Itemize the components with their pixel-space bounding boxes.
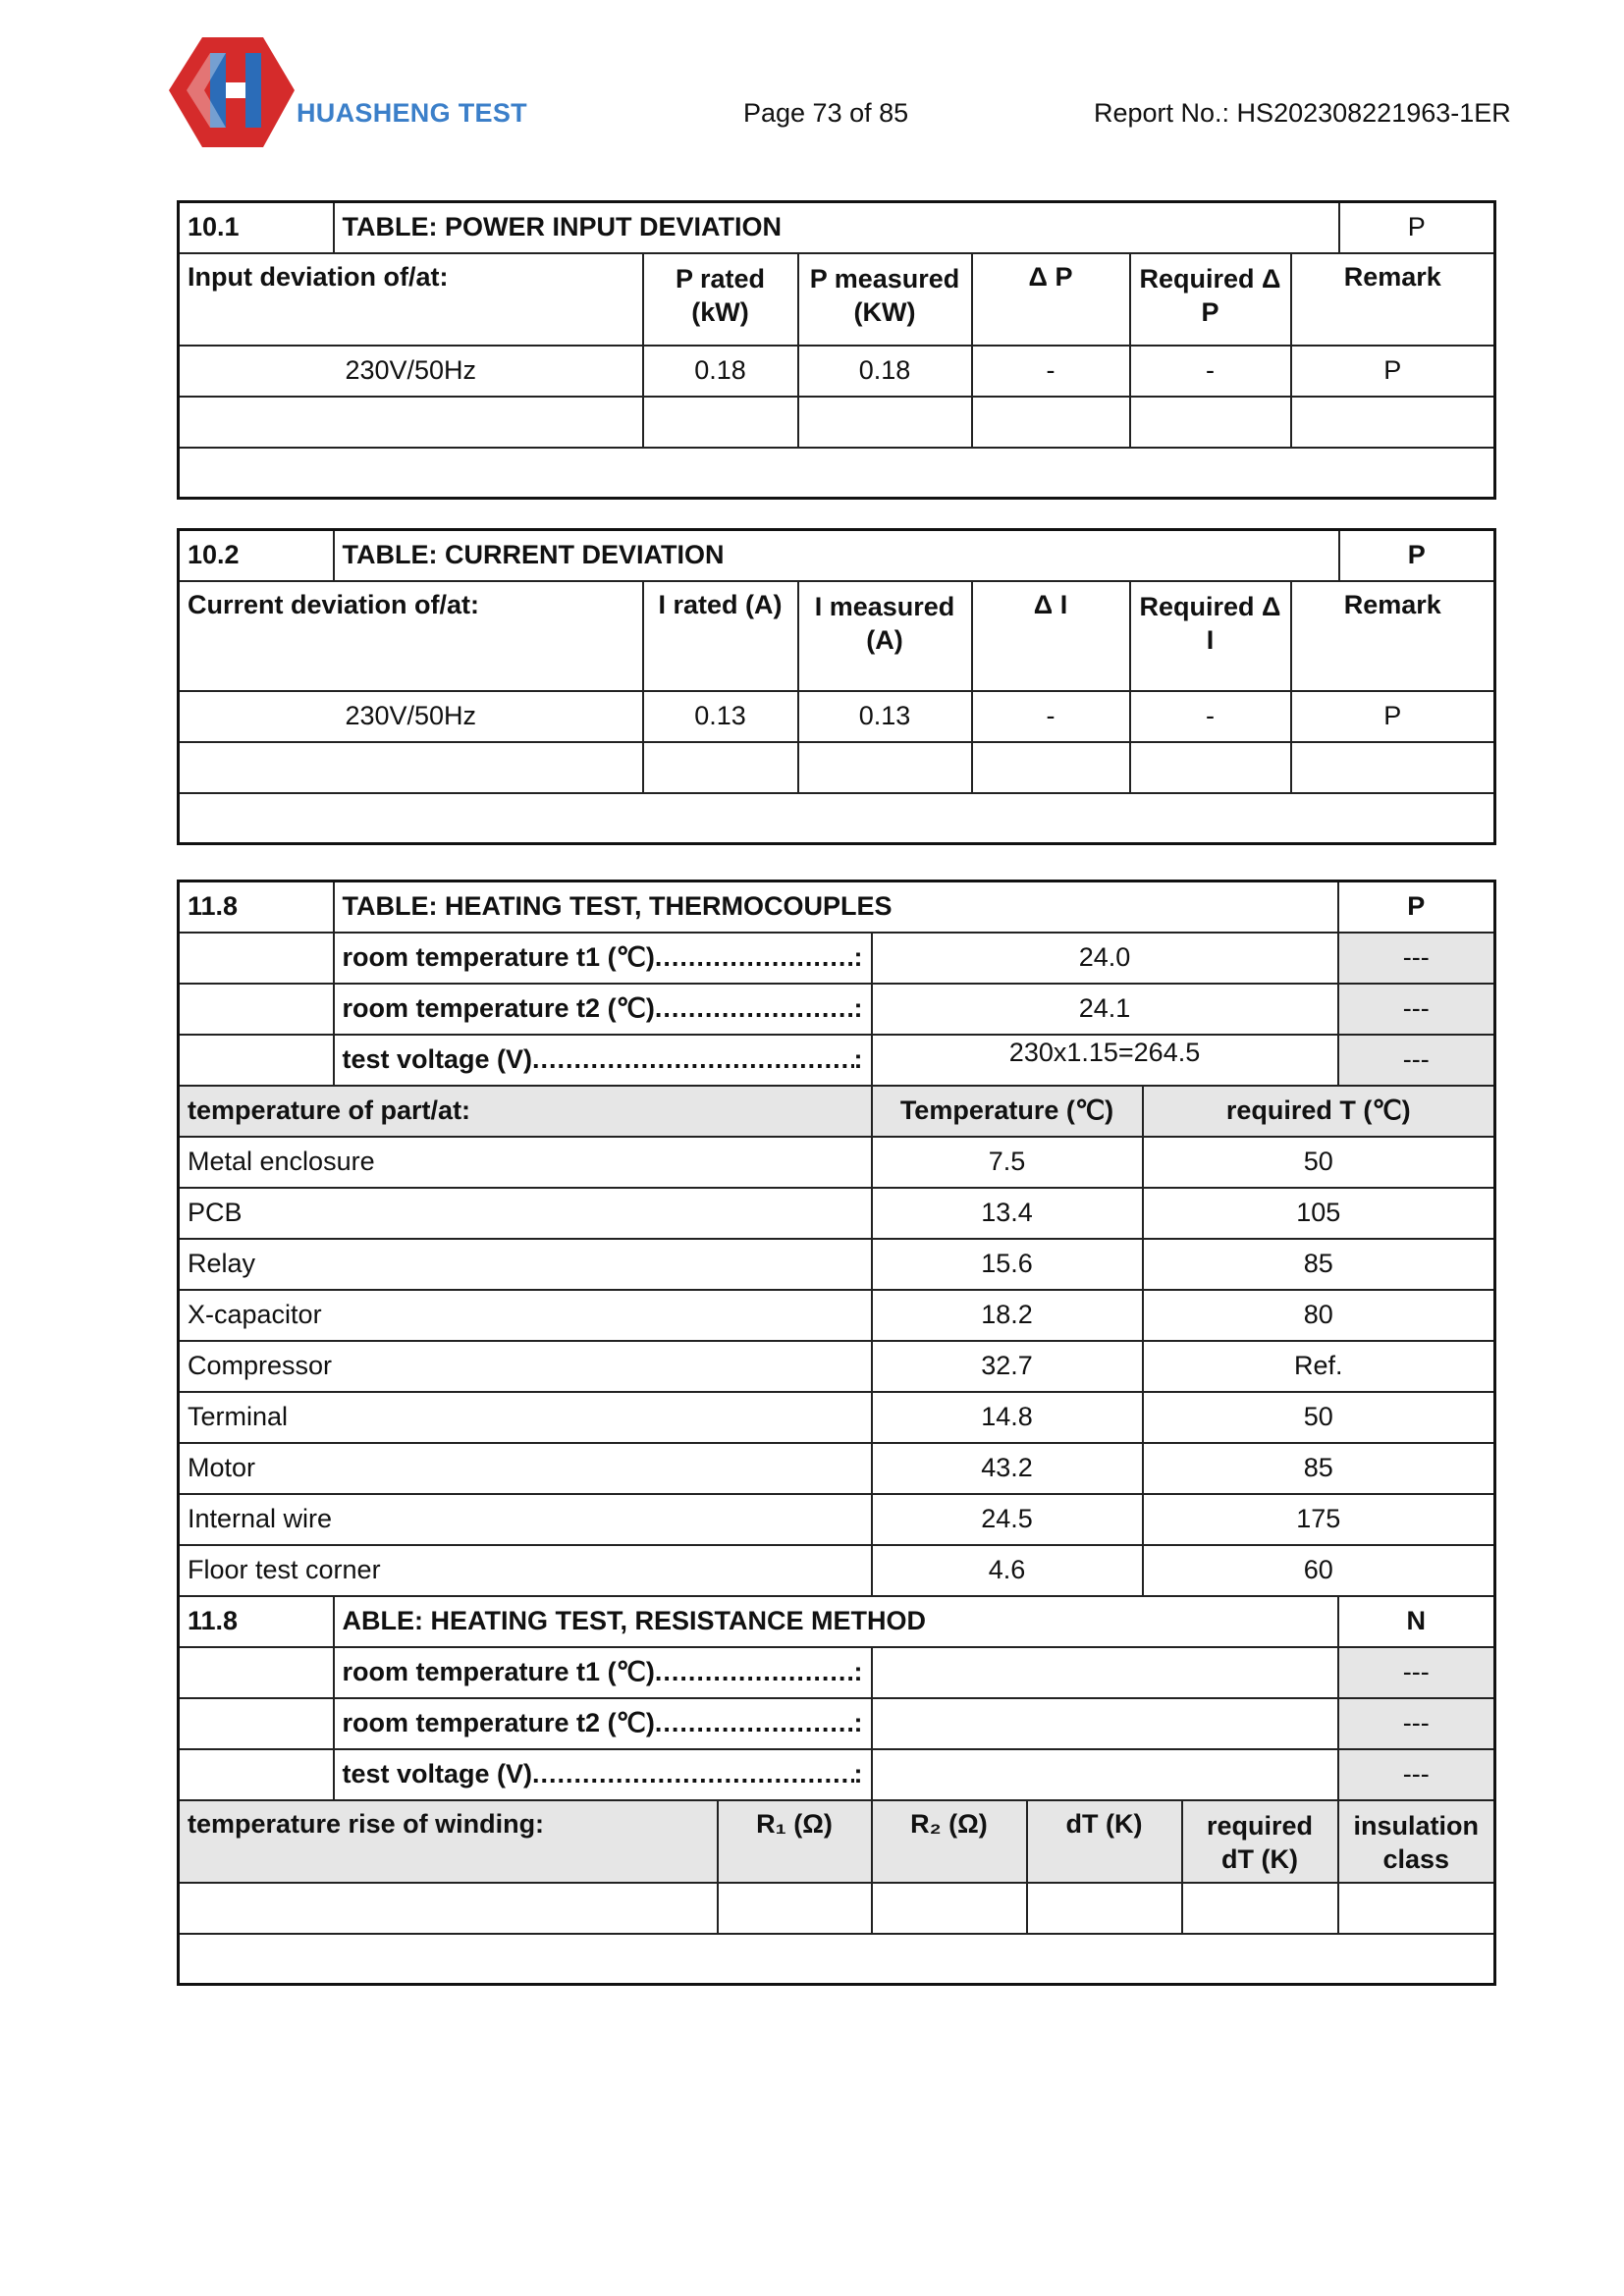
condition-label: room temperature t2 (℃) <box>342 993 655 1023</box>
condition-status: --- <box>1338 1035 1495 1086</box>
column-header: Required Δ P <box>1130 253 1291 346</box>
column-header: R₁ (Ω) <box>718 1800 872 1883</box>
table-cell: 230V/50Hz <box>179 691 643 742</box>
column-header: Current deviation of/at: <box>179 581 643 691</box>
table-row <box>179 346 1495 397</box>
part-name: PCB <box>179 1188 872 1239</box>
part-name: Floor test corner <box>179 1545 872 1596</box>
table-title-row <box>179 202 1495 253</box>
current-deviation-table <box>177 528 1496 845</box>
table-cell: P <box>1291 691 1495 742</box>
table-row <box>179 1392 1495 1443</box>
column-header: Δ P <box>972 253 1130 346</box>
table-title: TABLE: CURRENT DEVIATION <box>334 530 1339 581</box>
report-number: Report No.: HS202308221963-1ER <box>1094 98 1511 128</box>
condition-row: room temperature t2 (℃) ..... : 24.1 --- <box>179 984 1495 1035</box>
table-row <box>179 1545 1495 1596</box>
page-header <box>0 0 1624 167</box>
required-temperature: 80 <box>1143 1290 1495 1341</box>
column-header: required T (℃) <box>1143 1086 1495 1137</box>
table-cell: 230V/50Hz <box>179 346 643 397</box>
empty-row <box>179 1934 1495 1985</box>
table-cell: - <box>972 346 1130 397</box>
table-row <box>179 1290 1495 1341</box>
part-name: Motor <box>179 1443 872 1494</box>
empty-row <box>179 448 1495 499</box>
table-title: ABLE: HEATING TEST, RESISTANCE METHOD <box>334 1596 1338 1647</box>
table-row <box>179 1341 1495 1392</box>
column-header: Remark <box>1291 253 1495 346</box>
part-name: Metal enclosure <box>179 1137 872 1188</box>
clause-number: 11.8 <box>179 1596 334 1647</box>
brand-name: HUASHENG TEST <box>297 98 527 128</box>
verdict-cell: P <box>1339 202 1495 253</box>
column-header: P rated (kW) <box>643 253 798 346</box>
condition-row: room temperature t2 (℃) ..... : --- <box>179 1698 1495 1749</box>
table-cell: 0.18 <box>798 346 972 397</box>
clause-number: 11.8 <box>179 881 334 933</box>
required-temperature: 50 <box>1143 1392 1495 1443</box>
table-cell: 0.13 <box>798 691 972 742</box>
required-temperature: Ref. <box>1143 1341 1495 1392</box>
table-row <box>179 1137 1495 1188</box>
table-cell: P <box>1291 346 1495 397</box>
temperature-value: 18.2 <box>872 1290 1143 1341</box>
table-title: TABLE: POWER INPUT DEVIATION <box>334 202 1339 253</box>
column-header: temperature of part/at: <box>179 1086 872 1137</box>
condition-value: 24.0 <box>872 933 1338 984</box>
part-name: Compressor <box>179 1341 872 1392</box>
table-title-row <box>179 530 1495 581</box>
page-number: Page 73 of 85 <box>743 98 909 128</box>
condition-status: --- <box>1338 984 1495 1035</box>
part-name: X-capacitor <box>179 1290 872 1341</box>
temperature-value: 7.5 <box>872 1137 1143 1188</box>
condition-label: test voltage (V) <box>342 1044 533 1074</box>
table-row <box>179 1188 1495 1239</box>
column-header: insulation class <box>1338 1800 1495 1883</box>
table-title: TABLE: HEATING TEST, THERMOCOUPLES <box>334 881 1338 933</box>
verdict-cell: P <box>1338 881 1495 933</box>
required-temperature: 105 <box>1143 1188 1495 1239</box>
verdict-cell: P <box>1339 530 1495 581</box>
temperature-value: 32.7 <box>872 1341 1143 1392</box>
column-header-row <box>179 1800 1495 1883</box>
part-name: Internal wire <box>179 1494 872 1545</box>
condition-label: room temperature t1 (℃) <box>342 942 655 972</box>
table-row <box>179 1494 1495 1545</box>
column-header: P measured (KW) <box>798 253 972 346</box>
column-header: Δ I <box>972 581 1130 691</box>
column-header: Remark <box>1291 581 1495 691</box>
table-row <box>179 1443 1495 1494</box>
condition-row: test voltage (V) ..... : --- <box>179 1749 1495 1800</box>
column-header-row <box>179 581 1495 691</box>
table-title-row <box>179 881 1495 933</box>
condition-status: --- <box>1338 933 1495 984</box>
condition-value <box>872 1749 1338 1800</box>
column-header: Input deviation of/at: <box>179 253 643 346</box>
temperature-value: 13.4 <box>872 1188 1143 1239</box>
part-name: Relay <box>179 1239 872 1290</box>
table-cell: - <box>1130 346 1291 397</box>
required-temperature: 85 <box>1143 1443 1495 1494</box>
condition-row: room temperature t1 (℃) ..... : 24.0 --- <box>179 933 1495 984</box>
clause-number: 10.2 <box>179 530 334 581</box>
temperature-value: 15.6 <box>872 1239 1143 1290</box>
heating-test-table <box>177 880 1496 1986</box>
condition-value: 24.1 <box>872 984 1338 1035</box>
column-header-row <box>179 1086 1495 1137</box>
condition-label: room temperature t1 (℃) <box>342 1657 655 1686</box>
column-header-row <box>179 253 1495 346</box>
power-input-deviation-table <box>177 200 1496 500</box>
verdict-cell: N <box>1338 1596 1495 1647</box>
temperature-value: 14.8 <box>872 1392 1143 1443</box>
required-temperature: 175 <box>1143 1494 1495 1545</box>
condition-label: room temperature t2 (℃) <box>342 1708 655 1737</box>
condition-status: --- <box>1338 1698 1495 1749</box>
column-header: temperature rise of winding: <box>179 1800 718 1883</box>
table-row <box>179 691 1495 742</box>
required-temperature: 60 <box>1143 1545 1495 1596</box>
empty-row <box>179 793 1495 844</box>
column-header: Temperature (℃) <box>872 1086 1143 1137</box>
clause-number: 10.1 <box>179 202 334 253</box>
condition-value: 230x1.15=264.5 <box>872 1035 1338 1086</box>
table-row <box>179 1239 1495 1290</box>
empty-row <box>179 742 1495 793</box>
temperature-value: 24.5 <box>872 1494 1143 1545</box>
required-temperature: 50 <box>1143 1137 1495 1188</box>
huasheng-logo-icon <box>165 33 298 151</box>
empty-row <box>179 1883 1495 1934</box>
column-header: Required Δ I <box>1130 581 1291 691</box>
empty-row <box>179 397 1495 448</box>
column-header: dT (K) <box>1027 1800 1182 1883</box>
condition-label: test voltage (V) <box>342 1759 533 1789</box>
temperature-value: 4.6 <box>872 1545 1143 1596</box>
table-cell: - <box>1130 691 1291 742</box>
column-header: I rated (A) <box>643 581 798 691</box>
table-cell: 0.13 <box>643 691 798 742</box>
column-header: required dT (K) <box>1182 1800 1338 1883</box>
table-cell: - <box>972 691 1130 742</box>
condition-value <box>872 1698 1338 1749</box>
condition-status: --- <box>1338 1749 1495 1800</box>
table-cell: 0.18 <box>643 346 798 397</box>
column-header: I measured (A) <box>798 581 972 691</box>
condition-row: test voltage (V) ..... : 230x1.15=264.5 --- <box>179 1035 1495 1086</box>
temperature-value: 43.2 <box>872 1443 1143 1494</box>
condition-status: --- <box>1338 1647 1495 1698</box>
part-name: Terminal <box>179 1392 872 1443</box>
condition-row: room temperature t1 (℃) ..... : --- <box>179 1647 1495 1698</box>
required-temperature: 85 <box>1143 1239 1495 1290</box>
condition-value <box>872 1647 1338 1698</box>
column-header: R₂ (Ω) <box>872 1800 1027 1883</box>
table-title-row <box>179 1596 1495 1647</box>
